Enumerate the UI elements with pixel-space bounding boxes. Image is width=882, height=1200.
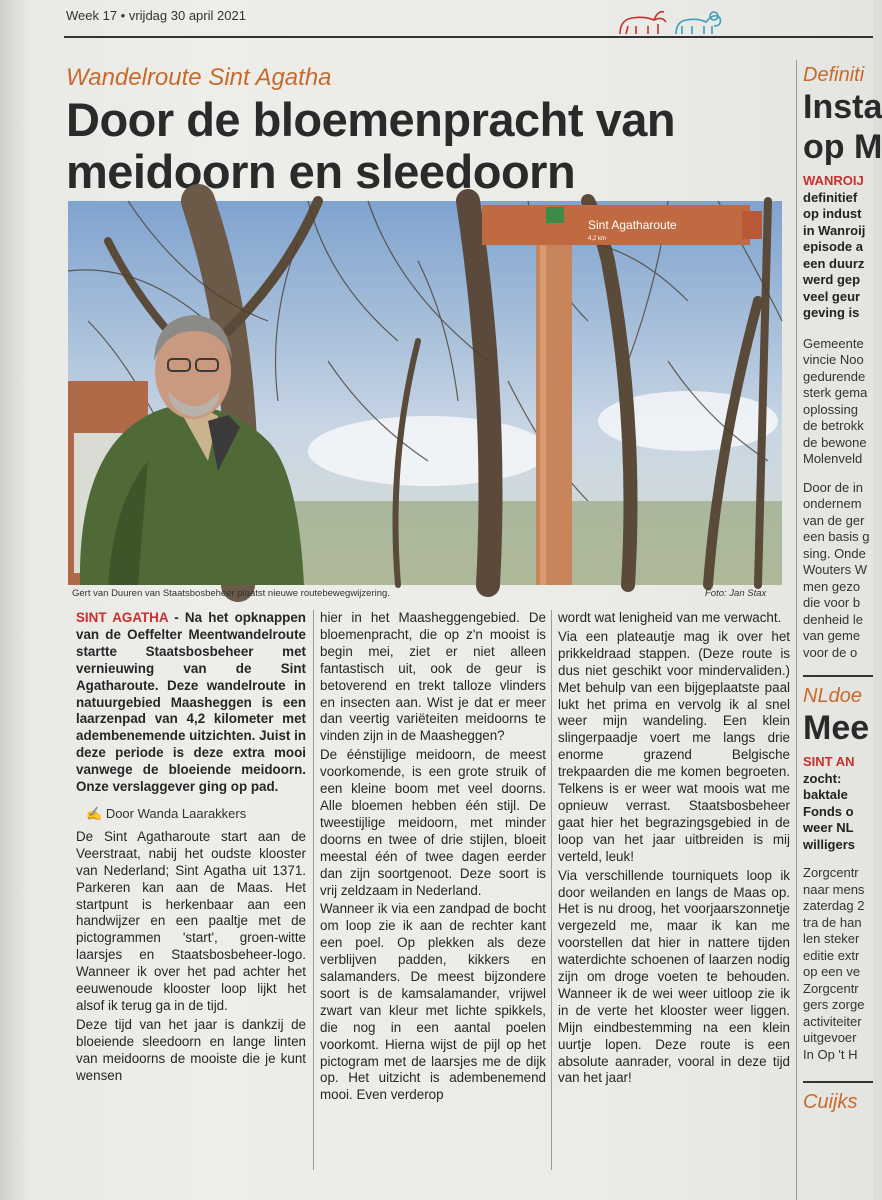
paragraph: wordt wat lenigheid van me verwacht. [558,610,782,625]
side-lead-line: een duurz [803,255,865,271]
side-body-line: ondernem [803,496,862,511]
side-body-line: Wouters W [803,562,868,577]
side-lead-2 [803,754,873,853]
side-lead-line: baktale [803,787,848,802]
pen-icon: ✍ [86,805,103,821]
side-body-line: gedurende [803,368,866,384]
masthead-animal-logo [614,4,724,40]
paragraph: De éénstijlige meidoorn, de meest voorkomende, is een grote struik of een kleine boom met veel doorns. Alle bloemen hebben één stijl. De tweestijlige meidoorn, met minder doorns en twee of drie stijlen, bloeit meestal één of twee dagen eerder dan zijn soortgenoot. Deze soort is vrij zeldzaam in Nederland. [320,747,546,898]
article-dateline: SINT AGATHA [76,610,169,625]
adjacent-article-column [796,60,882,1200]
article-column-3 [558,610,790,1089]
side-headline-line: op M [803,128,882,166]
side-body-line: tra de han [803,914,862,930]
side-body-2 [803,480,873,662]
photo-credit: Foto: Jan Stax [705,588,767,599]
side-lead-line: episode a [803,239,863,254]
sign-title: Sint Agatharoute [588,218,677,232]
side-headline-2: Mee [803,709,870,747]
paragraph: Via een plateautje mag ik over het prikkeldraad stappen. (Deze route is dus niet geschikt voor mindervaliden.) Met behulp van een bijgeplaatste paal lukt het prima en vervolg ik al snel weer mijn wandeling. Een klein slingerpaadje voert me langs drie enorme grazend Belgische trekpaarden die me komen begroeten. Telkens is er weer wat moois wat me opnieuw verrast. Staatsbosbeheer gaat hier het begrazingsgebied in de loop van het jaar uitbreiden is mij verteld, leuk! [558,628,790,864]
header-rule [64,36,873,38]
side-lead-line: weer NL [803,820,854,835]
side-body-3 [803,865,873,1063]
side-lead-line: willigers [803,836,856,852]
article-photo [68,201,782,585]
side-body-line: In Op 't H [803,1046,858,1062]
side-body-line: editie extr [803,947,860,963]
paragraph: Wanneer ik via een zandpad de bocht om loop zie ik aan de rechter kant een poel. Op plekken als deze verblijven padden, kikkers en salamanders. De meest bijzondere soort is de kamsalamander, vrijwel zwart van kleur met lichte spikkels, die nog in een aantal poelen voorkomt. Hierna wijst de pijl op het pictogram met de laarsjes me de dijk op. Het uitzicht is adembenemend mooi. Even verderop [320,901,546,1103]
side-lead-line: zocht: [803,770,842,786]
side-body-line: naar mens [803,881,865,897]
side-lead [803,173,873,322]
side-body-line: zaterdag 2 [803,898,865,913]
side-body-line: van de ger [803,512,865,528]
side-body-line: Molenveld [803,451,863,466]
side-lead-line: veel geur [803,288,861,304]
side-body-line: Zorgcentr [803,980,859,996]
side-kicker: Definiti [803,64,865,86]
side-lead-line: definitief [803,189,858,205]
article-lead [76,610,306,796]
article-kicker: Wandelroute Sint Agatha [66,64,332,91]
photo-caption: Gert van Duuren van Staatsbosbeheer plaatst nieuwe routebewegwijzering. [72,588,390,599]
article-column-2 [320,610,546,1106]
side-lead-line: geving is [803,305,860,320]
side-body-line: activiteiter [803,1013,862,1029]
side-body-line: gers zorge [803,997,865,1012]
sign-subtitle: 4,2 km [588,236,607,242]
side-lead-line: op indust [803,206,862,221]
side-lead-line: Fonds o [803,803,854,819]
paragraph: Via verschillende tourniquets loop ik door weilanden en langs de Maas op. Het is nu droog, het voorjaarszonnetje vergezeld me, maar ik kan me voorstellen dat hier in nattere tijden waterdichte schoenen of laarzen nodig zijn om droge voeten te behouden. Wanneer ik de wei weer uitloop zie ik in de verte het klooster weer liggen. Mijn eindbestemming na een klein uurtje lopen. Deze route is een absolute aanrader, vooral in deze tijd van het jaar! [558,867,790,1086]
side-body-line: op een ve [803,964,861,979]
column-divider [551,610,552,1170]
side-dateline-2: SINT AN [803,754,855,769]
side-body-line: sing. Onde [803,545,866,561]
article-column-1 [76,610,306,1086]
paragraph: Deze tijd van het jaar is dankzij de bloeiende sleedoorn en lange linten van meidoorns de mooiste die je kunt wensen [76,1016,306,1083]
paragraph: De Sint Agatharoute start aan de Veerstraat, nabij het oudste klooster van Nederland; Sint Agatha uit 1371. Parkeren kan aan de Maas. Het startpunt is herkenbaar aan een handwijzer en een paaltje met de pictogrammen 'start', groen-witte laarsjes en Staatsbosbeheer-logo. Wanneer ik over het pad achter het eeuwenoude klooster loop lijkt het alsof ik terug ga in de tijd. [76,828,306,1013]
issue-date: Week 17 • vrijdag 30 april 2021 [66,8,246,23]
side-body-line: Gemeente [803,335,864,351]
side-body-line: Door de in [803,479,863,495]
side-body-line: de bewone [803,434,867,450]
side-kicker-2: NLdoe [803,685,862,707]
side-dateline: WANROIJ [803,173,864,188]
article-headline: Door de bloemenpracht van meidoorn en sleedoorn [66,93,676,198]
side-body-line: men gezo [803,578,861,594]
side-body-line: vincie Noo [803,352,864,367]
side-body-line: sterk gema [803,385,868,400]
side-body-line: van geme [803,628,861,643]
side-body-line: die voor b [803,595,861,610]
byline-text: Door Wanda Laarakkers [105,805,247,821]
column-divider [313,610,314,1170]
side-separator [803,1081,873,1083]
side-body-line: len steker [803,931,860,946]
side-lead-line: werd gep [803,272,861,287]
side-footer-kicker: Cuijks [803,1091,858,1113]
byline [86,806,306,823]
side-body-line: een basis g [803,529,870,544]
side-body-line: de betrokk [803,418,864,433]
side-headline-line: Insta [803,88,882,126]
side-separator [803,675,873,677]
side-body-line: uitgevoer [803,1030,857,1045]
side-lead-line: in Wanroij [803,222,866,238]
side-body-line: oplossing [803,401,858,417]
side-body-line: voor de o [803,644,858,660]
paragraph: hier in het Maasheggengebied. De bloemenpracht, die op z'n mooist is begin mei, ziet er niet alleen fantastisch uit, ook de geur is betoverend en trekt talloze vlinders en insecten aan. Wist je dat er meer dan veertig variëteiten meidoorns te vinden zijn in de Maasheggen? [320,610,546,744]
side-body-1 [803,336,873,468]
side-body-line: denheid le [803,611,863,627]
side-body-line: Zorgcentr [803,865,859,880]
lead-text: - Na het opknappen van de Oeffelter Meentwandelroute startte Staatsbosbeheer met vernieuwing van de Sint Agatharoute. Deze wandelroute in natuurgebied Maasheggen is een laarzenpad van 4,2 kilometer met adembenemende uitzichten. Juist in deze periode is deze extra mooi vanwege de bloeiende meidoorn. Onze verslaggever ging op pad. [76,610,306,795]
